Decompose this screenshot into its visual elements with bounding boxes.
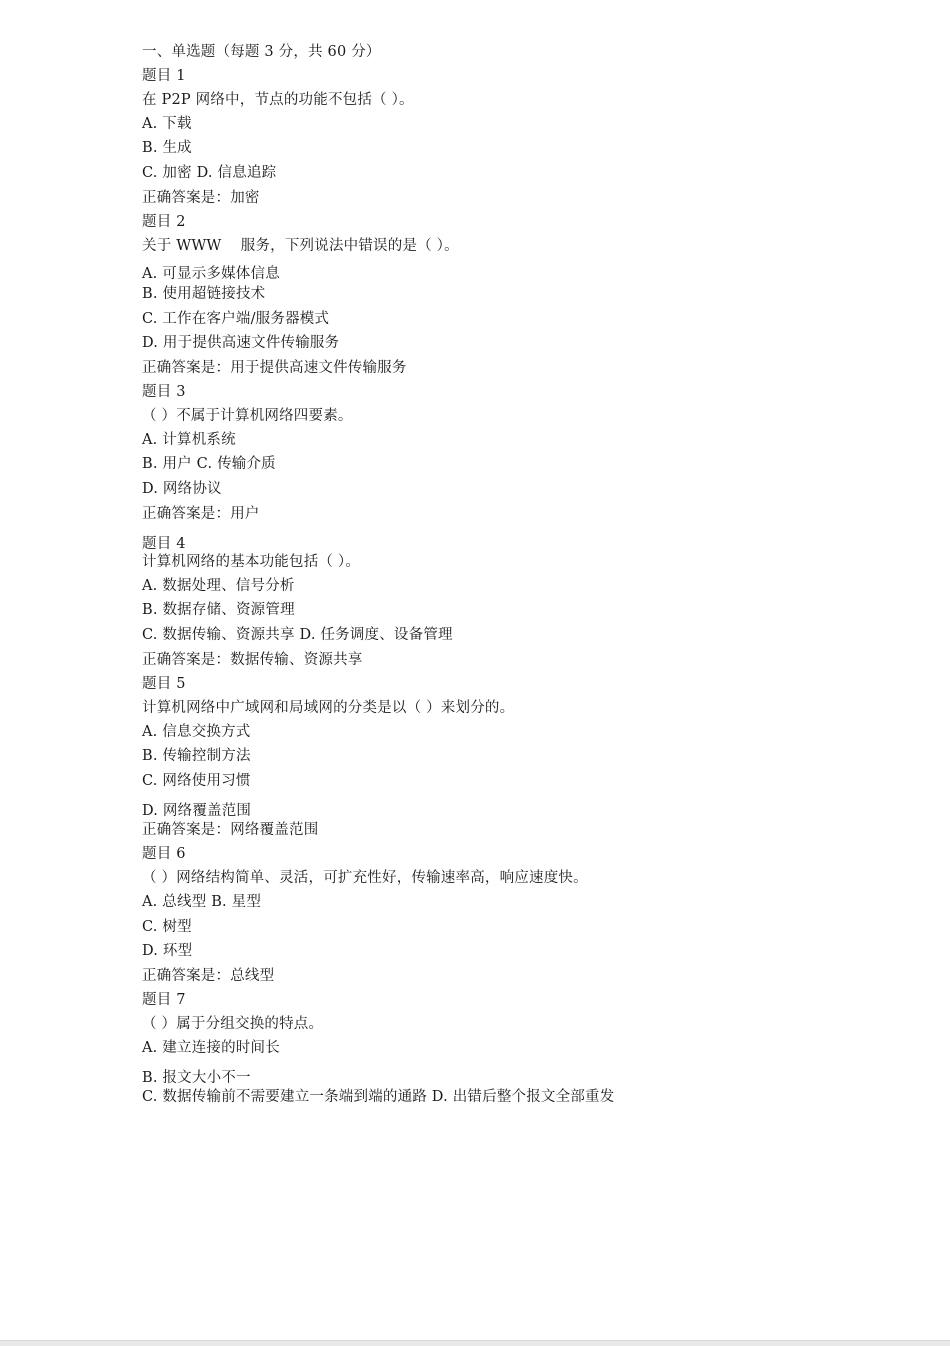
question-option: B. 用户 C. 传输介质 [142, 456, 276, 472]
question-option: D. 环型 [142, 943, 193, 959]
question-option: B. 传输控制方法 [142, 748, 251, 764]
correct-answer: 正确答案是：总线型 [142, 968, 275, 984]
question-number: 题目 3 [142, 384, 186, 400]
question-option: D. 网络覆盖范围 [142, 803, 252, 819]
question-option: D. 网络协议 [142, 481, 222, 497]
question-stem: （ ）不属于计算机网络四要素。 [142, 408, 353, 424]
question-option: C. 数据传输、资源共享 D. 任务调度、设备管理 [142, 627, 453, 643]
question-option: A. 计算机系统 [142, 432, 236, 448]
question-option: C. 树型 [142, 919, 192, 935]
question-number: 题目 7 [142, 992, 186, 1008]
question-option: A. 可显示多媒体信息 [142, 266, 280, 282]
question-number: 题目 4 [142, 536, 186, 552]
correct-answer: 正确答案是：加密 [142, 190, 260, 206]
question-option: D. 用于提供高速文件传输服务 [142, 335, 340, 351]
question-option: A. 总线型 B. 星型 [142, 894, 262, 910]
question-option: B. 数据存储、资源管理 [142, 602, 295, 618]
question-option: C. 加密 D. 信息追踪 [142, 165, 277, 181]
question-option: B. 使用超链接技术 [142, 286, 266, 302]
question-stem: 关于 WWW 服务，下列说法中错误的是（ ）。 [142, 238, 459, 254]
question-option: A. 信息交换方式 [142, 724, 251, 740]
question-option: C. 数据传输前不需要建立一条端到端的通路 D. 出错后整个报文全部重发 [142, 1089, 615, 1105]
page-divider [0, 1340, 950, 1346]
correct-answer: 正确答案是：用户 [142, 506, 260, 522]
question-option: B. 生成 [142, 140, 192, 156]
question-stem: 在 P2P 网络中，节点的功能不包括（ ）。 [142, 92, 414, 108]
question-number: 题目 2 [142, 214, 186, 230]
question-stem: 计算机网络中广域网和局域网的分类是以（ ）来划分的。 [142, 700, 515, 716]
question-stem: （ ）网络结构简单、灵活，可扩充性好，传输速率高，响应速度快。 [142, 870, 588, 886]
question-option: C. 工作在客户端/服务器模式 [142, 311, 330, 327]
question-option: C. 网络使用习惯 [142, 773, 251, 789]
question-number: 题目 6 [142, 846, 186, 862]
question-option: A. 建立连接的时间长 [142, 1040, 280, 1056]
question-option: A. 下载 [142, 116, 192, 132]
correct-answer: 正确答案是：数据传输、资源共享 [142, 652, 363, 668]
question-number: 题目 1 [142, 68, 186, 84]
question-option: B. 报文大小不一 [142, 1070, 251, 1086]
question-number: 题目 5 [142, 676, 186, 692]
question-stem: （ ）属于分组交换的特点。 [142, 1016, 324, 1032]
question-option: A. 数据处理、信号分析 [142, 578, 295, 594]
question-stem: 计算机网络的基本功能包括（ ）。 [142, 554, 361, 570]
section-title: 一、单选题（每题 3 分，共 60 分） [142, 44, 381, 60]
correct-answer: 正确答案是：网络覆盖范围 [142, 822, 319, 838]
correct-answer: 正确答案是：用于提供高速文件传输服务 [142, 360, 407, 376]
